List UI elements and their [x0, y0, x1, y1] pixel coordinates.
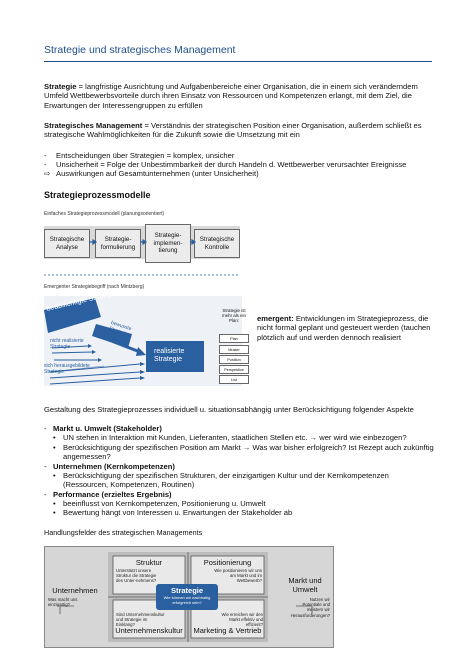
model1-step: Strategische Analyse	[44, 229, 90, 258]
bullet-dot-icon: •	[53, 508, 56, 517]
positionierung-text: Wie positionieren wir uns am Markt und im Wettbewerb?	[214, 568, 262, 584]
aspect-item: Bewertung hängt von Interessen u. Erwartungen der Stakeholder ab	[63, 508, 293, 517]
page-title: Strategie und strategisches Management	[44, 44, 236, 56]
bullet-dot-icon: •	[53, 471, 56, 480]
bullet-dot-icon: •	[53, 433, 56, 442]
arrow-text: Auswirkungen auf Gesamtunternehmen (unter Unsicherheit)	[56, 169, 259, 178]
model2-caption: Emergenter Strategiebegriff (nach Mintzberg)	[44, 284, 145, 290]
bewusste-label: bewusste Strategie	[108, 320, 133, 338]
markt-heading: Markt und Umwelt	[288, 576, 322, 594]
dash-icon: -	[44, 424, 47, 433]
positionierung-heading: Positionierung	[203, 558, 252, 567]
dash-icon: -	[44, 462, 47, 471]
side-item: Plan	[219, 334, 249, 343]
aspect-heading: Performance (erzieltes Ergebnis)	[53, 490, 172, 499]
aspect-item: Berücksichtigung der spezifischen Strukturen, der einzigartigen Kultur und der Kernkompetenzen (Ressourcen, Kompetenzen, Routinen)	[63, 471, 389, 490]
side-item: List	[219, 375, 249, 384]
gestaltung-text: Gestaltung des Strategieprozesses individuell u. situationsabhängig unter Berücksichtigung folgender Aspekte	[44, 405, 414, 414]
strategie-text: Wie können wir nachhaltig erfolgreich sein?	[163, 595, 211, 605]
struktur-heading: Struktur	[135, 558, 163, 567]
emergent-text: Entwicklungen im Strategieprozess, die nicht formal geplant und gesteuert werden (tauchen plötzlich auf und werden dennoch realisiert	[257, 314, 431, 342]
def-text: = Verständnis der strategischen Position einer Organisation, außerdem schließt es strategische Wahlmöglichkeiten für die Zukunft sowie die Umsetzung mit ein	[44, 121, 422, 140]
strategie-heading: Strategie	[170, 586, 204, 595]
kultur-heading: Unternehmenskultur	[115, 626, 183, 635]
model1-step: Strategie-implemen-tierung	[145, 224, 191, 263]
handlungsfelder-caption: Handlungsfelder des strategischen Managements	[44, 528, 203, 537]
marketing-heading: Marketing & Vertrieb	[193, 626, 262, 635]
bullet-text: Entscheidungen über Strategien = komplex, unsicher	[56, 151, 235, 160]
realisiert-label: realisierte Strategie	[154, 348, 185, 363]
markt-text: Nutzen wir Potentiale und meistern wir Herausforderungen?	[290, 597, 330, 618]
aspect-heading: Unternehmen (Kernkompetenzen)	[53, 462, 175, 471]
section-heading: Strategieprozessmodelle	[44, 190, 151, 200]
dash-icon: -	[44, 160, 47, 169]
bullet-text: Unsicherheit = Folge der Unbestimmbarkeit der durch Handeln d. Wettbewerber verursachter Ereignisse	[56, 160, 407, 169]
model1-step: Strategische Kontrolle	[194, 229, 240, 258]
aspect-heading: Markt u. Umwelt (Stakeholder)	[53, 424, 162, 433]
aspect-item: Berücksichtigung der spezifischen Position am Markt → Was war bisher erfolgreich? Ist Rezept auch zukünftig angemessen?	[63, 443, 434, 462]
struktur-text: Unterstützt unsere Struktur die Strategie des Unter-nehmens?	[116, 568, 157, 584]
plan-side-label: Strategie ist mehr als ein Plan:	[222, 308, 246, 324]
unternehmen-heading: Unternehmen	[52, 586, 98, 595]
def-term: Strategie	[44, 82, 77, 91]
emergent-term: emergent:	[257, 314, 294, 323]
side-item: Muster	[219, 345, 249, 354]
bullet-dot-icon: •	[53, 499, 56, 508]
nicht-realisiert-label: nicht realisierte Strategie	[50, 338, 84, 350]
side-item: Perspektive	[219, 365, 249, 374]
herausgebildet-label: sich herausgebildete Strategie	[44, 363, 90, 375]
unternehmen-text: Was macht uns einzigartig?	[48, 597, 78, 608]
model1-step: Strategie-formulierung	[95, 229, 141, 258]
model1-caption: Einfaches Strategieprozessmodell (planungsorientiert)	[44, 211, 165, 217]
beabsichtigte-label: beabsichtigte Strategie	[46, 289, 117, 313]
arrow-right-icon: ⇨	[44, 169, 51, 178]
def-term: Strategisches Management	[44, 121, 143, 130]
marketing-text: Wie erreichen wir den Markt effektiv und effizient?	[221, 612, 263, 628]
def-text: = langfristige Ausrichtung und Aufgabenbereiche einer Organisation, die in einem sich veränderndem Umfeld Wettbewerbsvorteile durch ihren Einsatz von Ressourcen und Kompetenzen erlangt, mit dem Ziel, die Erwartungen der Interessengruppen zu erfüllen	[44, 82, 418, 110]
bullet-dot-icon: •	[53, 443, 56, 452]
dash-icon: -	[44, 151, 47, 160]
side-item: Position	[219, 355, 249, 364]
aspect-item: beeinflusst von Kernkompetenzen, Positionierung u. Umwelt	[63, 499, 266, 508]
aspect-item: UN stehen in Interaktion mit Kunden, Lieferanten, staatlichen Stellen etc. → wer wird wie einbezogen?	[63, 433, 407, 442]
dash-icon: -	[44, 490, 47, 499]
kultur-text: Sind Unternehmenskultur und Strategie im Einklang?	[116, 612, 165, 628]
